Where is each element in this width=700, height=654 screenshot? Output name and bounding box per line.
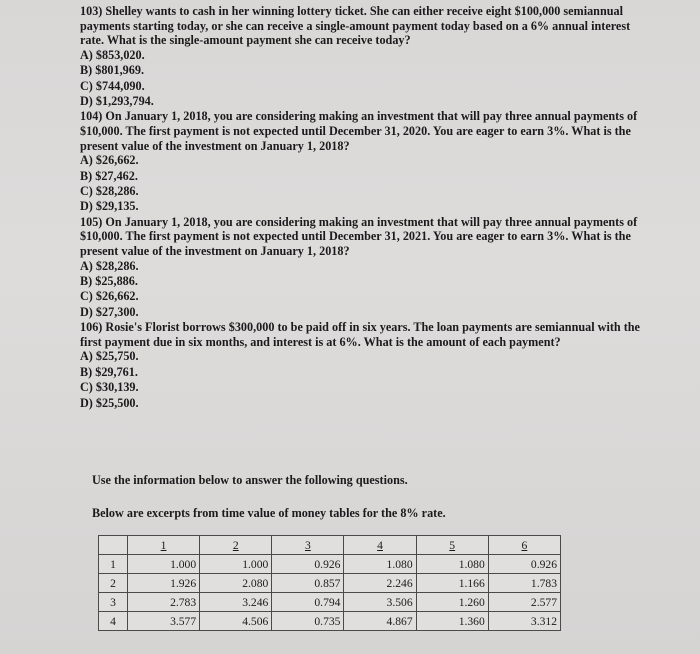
table-row — [99, 612, 561, 631]
table-cell: 1.783 — [488, 574, 560, 593]
column-header: 2 — [200, 536, 272, 555]
table-corner-cell — [99, 536, 128, 555]
tvm-table — [98, 535, 561, 631]
table-cell: 1.926 — [128, 574, 200, 593]
option-d: D) $27,300. — [80, 304, 139, 319]
question-list — [80, 4, 640, 411]
question-105 — [80, 215, 640, 320]
table-cell: 1.000 — [128, 555, 200, 574]
table-cell: 4.506 — [200, 612, 272, 631]
table-cell: 0.926 — [488, 555, 560, 574]
option-b: B) $25,886. — [80, 274, 138, 288]
table-cell: 2.246 — [344, 574, 416, 593]
option-c: C) $26,662. — [80, 289, 139, 304]
table-row — [99, 574, 561, 593]
row-label: 4 — [99, 612, 128, 631]
question-stem: 104) On January 1, 2018, you are considering making an investment that will pay three annual payments of $10,000. The first payment is not expected until December 31, 2020. You are eager to earn 3%. What is the present value of the investment on January 1, 2018? — [80, 109, 638, 153]
column-header: 1 — [128, 536, 200, 555]
table-cell: 1.080 — [344, 555, 416, 574]
table-cell: 0.794 — [272, 593, 344, 612]
question-104 — [80, 109, 640, 214]
option-b: B) $29,761. — [80, 364, 138, 379]
question-103 — [80, 4, 640, 109]
option-a: A) $28,286. — [80, 258, 139, 273]
table-cell: 3.506 — [344, 593, 416, 612]
column-header: 3 — [272, 536, 344, 555]
table-cell: 2.577 — [488, 593, 560, 612]
row-label: 3 — [99, 593, 128, 612]
option-d: D) $25,500. — [80, 395, 139, 410]
table-note: Below are excerpts from time value of money tables for the 8% rate. — [92, 506, 446, 520]
option-a: A) $26,662. — [80, 153, 139, 168]
table-cell: 1.080 — [416, 555, 488, 574]
question-stem: 103) Shelley wants to cash in her winning lottery ticket. She can either receive eight $100,000 semiannual payments starting today, or she can receive a single-amount payment today based on a 6% annual interest rate. What is the single-amount payment she can receive today? — [80, 4, 631, 48]
option-d: D) $1,293,794. — [80, 94, 154, 108]
table-cell: 4.867 — [344, 612, 416, 631]
question-stem: 105) On January 1, 2018, you are considering making an investment that will pay three annual payments of $10,000. The first payment is not expected until December 31, 2021. You are eager to earn 3%. What is the present value of the investment on January 1, 2018? — [80, 214, 638, 258]
question-106 — [80, 320, 640, 411]
table-row — [99, 593, 561, 612]
option-b: B) $27,462. — [80, 168, 138, 183]
table-cell: 2.783 — [128, 593, 200, 612]
question-stem: 106) Rosie's Florist borrows $300,000 to be paid off in six years. The loan payments are semiannual with the first payment due in six months, and interest is at 6%. What is the amount of each payment? — [80, 320, 640, 349]
table-cell: 1.360 — [416, 612, 488, 631]
row-label: 2 — [99, 574, 128, 593]
option-c: C) $28,286. — [80, 184, 139, 198]
option-c: C) $744,090. — [80, 78, 145, 93]
info-note: Use the information below to answer the following questions. — [92, 473, 408, 487]
option-a: A) $853,020. — [80, 47, 145, 62]
option-c: C) $30,139. — [80, 380, 139, 395]
table-cell: 1.166 — [416, 574, 488, 593]
table-header-row — [99, 536, 561, 555]
option-b: B) $801,969. — [80, 63, 144, 78]
option-d: D) $29,135. — [80, 199, 139, 214]
row-label: 1 — [99, 555, 128, 574]
table-cell: 1.260 — [416, 593, 488, 612]
column-header: 4 — [344, 536, 416, 555]
column-header: 6 — [488, 536, 560, 555]
table-cell: 0.857 — [272, 574, 344, 593]
table-row — [99, 555, 561, 574]
table-cell: 0.926 — [272, 555, 344, 574]
table-cell: 3.246 — [200, 593, 272, 612]
option-a: A) $25,750. — [80, 349, 139, 364]
table-cell: 1.000 — [200, 555, 272, 574]
table-cell: 2.080 — [200, 574, 272, 593]
table-cell: 0.735 — [272, 612, 344, 631]
column-header: 5 — [416, 536, 488, 555]
table-cell: 3.312 — [488, 612, 560, 631]
table-cell: 3.577 — [128, 612, 200, 631]
